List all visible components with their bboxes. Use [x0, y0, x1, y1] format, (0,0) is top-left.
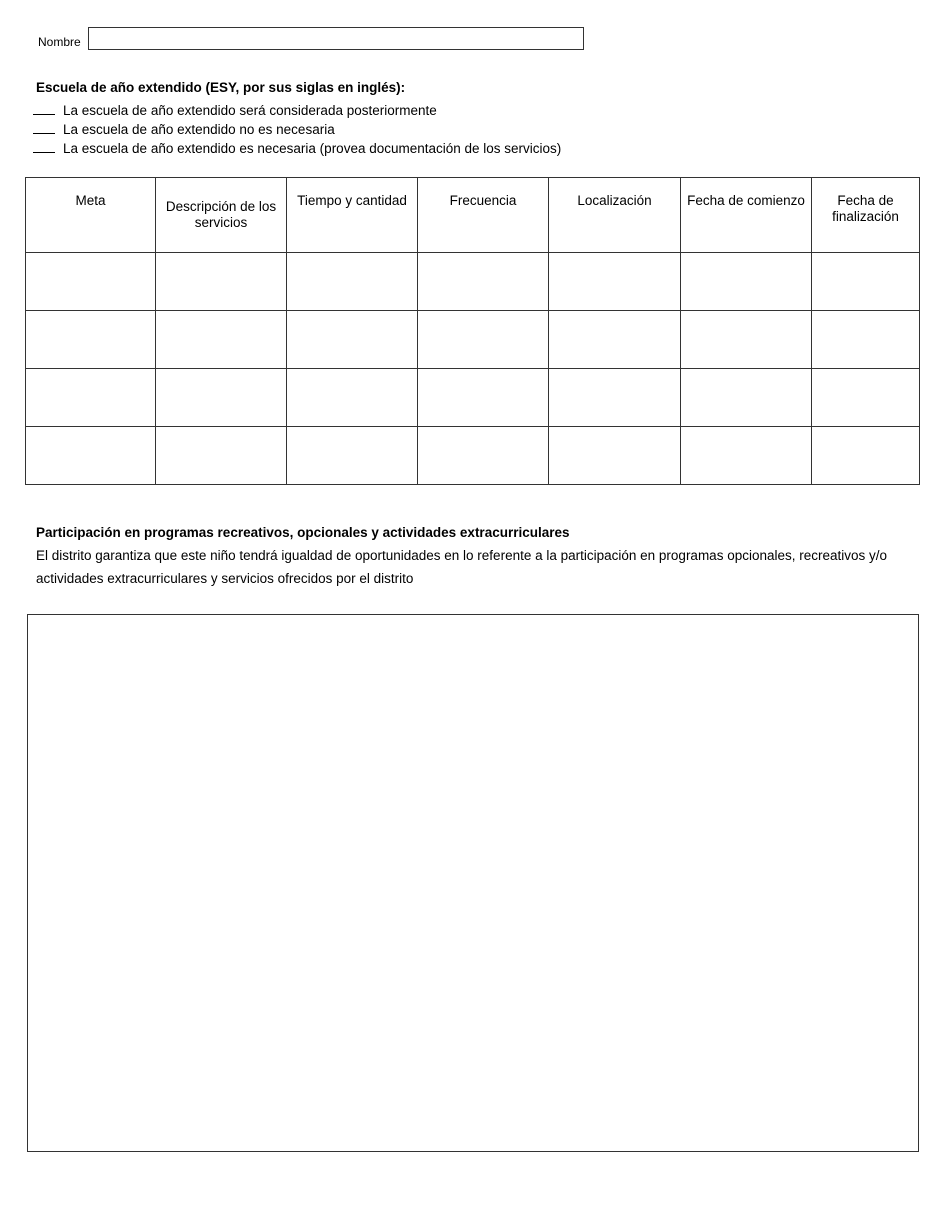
- header-localizacion: Localización: [549, 178, 681, 253]
- esy-title: Escuela de año extendido (ESY, por sus siglas en inglés):: [36, 80, 406, 95]
- services-table: [25, 177, 920, 485]
- table-cell[interactable]: [418, 253, 549, 311]
- esy-option-blank[interactable]: [33, 140, 55, 153]
- table-cell[interactable]: [287, 427, 418, 485]
- table-cell[interactable]: [26, 369, 156, 427]
- header-meta: Meta: [26, 178, 156, 253]
- table-cell[interactable]: [549, 369, 681, 427]
- header-finalizacion: Fecha de finalización: [812, 178, 920, 253]
- table-cell[interactable]: [287, 369, 418, 427]
- table-cell[interactable]: [681, 253, 812, 311]
- participacion-textbox[interactable]: [27, 614, 919, 1152]
- header-frecuencia: Frecuencia: [418, 178, 549, 253]
- table-cell[interactable]: [812, 253, 920, 311]
- table-row: [26, 253, 920, 311]
- esy-option-label: La escuela de año extendido será considerada posteriormente: [63, 103, 437, 118]
- table-cell[interactable]: [156, 427, 287, 485]
- table-cell[interactable]: [156, 369, 287, 427]
- table-cell[interactable]: [812, 311, 920, 369]
- esy-option-label: La escuela de año extendido no es necesaria: [63, 122, 335, 137]
- table-cell[interactable]: [549, 253, 681, 311]
- participacion-title: Participación en programas recreativos, opcionales y actividades extracurriculares: [36, 525, 570, 540]
- esy-option-necesaria: [33, 140, 561, 156]
- services-header-row: [26, 178, 920, 253]
- table-cell[interactable]: [549, 427, 681, 485]
- esy-option-posteriormente: [33, 102, 437, 118]
- nombre-label: Nombre: [38, 35, 81, 49]
- table-row: [26, 369, 920, 427]
- nombre-input[interactable]: [88, 27, 584, 50]
- table-cell[interactable]: [681, 369, 812, 427]
- esy-option-label: La escuela de año extendido es necesaria (provea documentación de los servicios): [63, 141, 562, 156]
- table-row: [26, 311, 920, 369]
- header-descripcion: Descripción de los servicios: [156, 178, 287, 253]
- table-cell[interactable]: [287, 311, 418, 369]
- table-cell[interactable]: [156, 311, 287, 369]
- header-comienzo: Fecha de comienzo: [681, 178, 812, 253]
- table-cell[interactable]: [26, 311, 156, 369]
- table-cell[interactable]: [812, 427, 920, 485]
- header-tiempo: Tiempo y cantidad: [287, 178, 418, 253]
- table-cell[interactable]: [287, 253, 418, 311]
- table-cell[interactable]: [812, 369, 920, 427]
- table-cell[interactable]: [681, 427, 812, 485]
- esy-option-blank[interactable]: [33, 121, 55, 134]
- table-cell[interactable]: [418, 369, 549, 427]
- participacion-text: El distrito garantiza que este niño tendrá igualdad de oportunidades en lo referente a la participación en programas opcionales, recreativos y/o actividades extracurriculares y servicios ofrecidos por el distrito: [36, 548, 888, 586]
- table-cell[interactable]: [26, 253, 156, 311]
- table-cell[interactable]: [26, 427, 156, 485]
- table-cell[interactable]: [418, 427, 549, 485]
- table-cell[interactable]: [549, 311, 681, 369]
- esy-option-blank[interactable]: [33, 102, 55, 115]
- table-row: [26, 427, 920, 485]
- esy-option-no-necesaria: [33, 121, 335, 137]
- table-cell[interactable]: [418, 311, 549, 369]
- table-cell[interactable]: [156, 253, 287, 311]
- table-cell[interactable]: [681, 311, 812, 369]
